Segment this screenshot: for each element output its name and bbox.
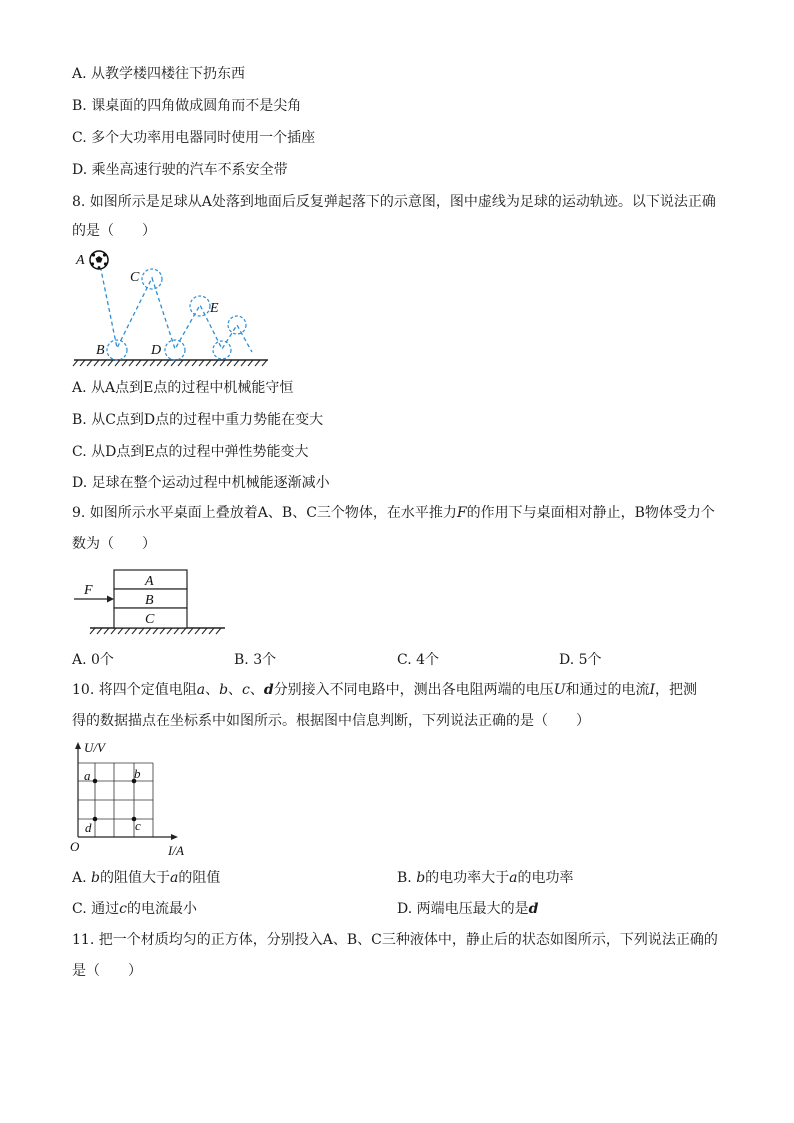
q11-stem-line1: 11. 把一个材质均匀的正方体，分别投入A、B、C三种液体中，静止后的状态如图所示，下列说法正确的 <box>72 932 718 948</box>
q10-point-a <box>93 779 98 784</box>
q7-option-b: B. 课桌面的四角做成圆角而不是尖角 <box>72 98 302 114</box>
q10-xlabel: I/A <box>168 843 184 858</box>
q10-option-c-pre: C. 通过 <box>72 901 120 917</box>
q10-sep: 、 <box>249 682 264 698</box>
q8-label-d: D <box>151 343 162 358</box>
q10-option-c <box>72 899 197 919</box>
q8-stem-line2: 的是（ ） <box>72 223 156 239</box>
q10-label-b: b <box>134 766 141 781</box>
q10-option-a-post: 的阻值 <box>178 870 221 886</box>
q10-option-a-pre: A. <box>72 870 92 886</box>
q9-option-d: D. 5个 <box>559 652 602 668</box>
q10-stem-line1 <box>72 680 697 700</box>
q10-label-a: a <box>84 768 91 783</box>
q8-ball-g <box>228 316 246 334</box>
q10-var-b: b <box>219 682 229 698</box>
q8-label-a: A <box>76 253 85 268</box>
q9-stem-post: 的作用下与桌面相对静止，B物体受力个 <box>466 505 715 521</box>
q9-label-c: C <box>145 612 155 627</box>
q8-ball-d <box>165 340 185 360</box>
q10-stem-pre: 10. 将四个定值电阻 <box>72 682 197 698</box>
q8-trajectory-figure <box>68 248 278 368</box>
q10-option-c-post: 的电流最小 <box>126 901 197 917</box>
q10-var-u: U <box>553 682 566 698</box>
q9-stack-figure <box>70 566 230 636</box>
q10-stem-mid2: 和通过的电流 <box>565 682 650 698</box>
q8-trajectory-path <box>99 260 252 352</box>
q10-option-d-pre: D. 两端电压最大的是 <box>397 901 529 917</box>
q10-stem-line2: 得的数据描点在坐标系中如图所示。根据图中信息判断，下列说法正确的是（ ） <box>72 713 590 729</box>
q9-option-b: B. 3个 <box>234 652 277 668</box>
q10-var-d: d <box>263 682 274 698</box>
q9-label-f: F <box>84 583 93 598</box>
q10-option-d <box>397 899 538 919</box>
q8-option-c: C. 从D点到E点的过程中弹性势能变大 <box>72 444 309 460</box>
q8-label-e: E <box>210 301 219 316</box>
q10-option-b-post: 的电功率 <box>517 870 574 886</box>
q10-stem-post: ，把测 <box>655 682 698 698</box>
q10-ylabel: U/V <box>84 740 105 755</box>
q10-var-c: c <box>242 682 250 698</box>
q10-option-c-var1: c <box>119 901 127 917</box>
q10-label-d: d <box>85 820 92 835</box>
arrow-right-icon <box>171 834 178 840</box>
q9-stem-pre: 9. 如图所示水平桌面上叠放着A、B、C三个物体，在水平推力 <box>72 505 457 521</box>
q10-option-b-mid: 的电功率大于 <box>425 870 510 886</box>
q11-stem-line2: 是（ ） <box>72 963 142 979</box>
q9-stem-line1 <box>72 503 715 523</box>
q8-ball-f <box>213 341 231 359</box>
q10-option-b-var1: b <box>416 870 426 886</box>
q8-stem-line1: 8. 如图所示是足球从A处落到地面后反复弹起落下的示意图，图中虚线为足球的运动轨迹。以下说法正确 <box>72 194 716 210</box>
q9-option-c: C. 4个 <box>397 652 440 668</box>
soccer-ball-icon <box>90 251 108 269</box>
q8-option-d: D. 足球在整个运动过程中机械能逐渐减小 <box>72 475 330 491</box>
q10-origin: O <box>70 839 80 854</box>
q8-option-a: A. 从A点到E点的过程中机械能守恒 <box>72 380 294 396</box>
q10-sep: 、 <box>205 682 220 698</box>
arrow-head-icon <box>107 596 114 603</box>
q10-option-a-mid: 的阻值大于 <box>99 870 170 886</box>
q10-ui-graph <box>70 740 200 860</box>
q10-option-a-var2: a <box>169 870 179 886</box>
q8-label-c: C <box>130 270 140 285</box>
q7-option-d: D. 乘坐高速行驶的汽车不系安全带 <box>72 162 288 178</box>
q10-option-d-var1: d <box>528 901 539 917</box>
q10-option-a <box>72 868 220 888</box>
q10-point-d <box>93 817 98 822</box>
q10-var-a: a <box>196 682 206 698</box>
q9-stem-line2: 数为（ ） <box>72 536 156 552</box>
q10-stem-mid: 分别接入不同电路中，测出各电阻两端的电压 <box>273 682 554 698</box>
q7-option-a: A. 从教学楼四楼往下扔东西 <box>72 66 246 82</box>
q8-option-b: B. 从C点到D点的过程中重力势能在变大 <box>72 412 324 428</box>
q9-option-a: A. 0个 <box>72 652 114 668</box>
q10-sep: 、 <box>228 682 243 698</box>
q10-label-c: c <box>135 818 141 833</box>
q10-var-i: I <box>649 682 656 698</box>
q9-label-a: A <box>145 574 154 589</box>
q9-label-b: B <box>145 593 154 608</box>
arrow-up-icon <box>75 742 81 749</box>
q8-ball-b <box>107 340 127 360</box>
q10-option-b <box>397 868 574 888</box>
q8-label-b: B <box>96 343 105 358</box>
q9-stem-var-f: F <box>456 505 467 521</box>
q10-option-b-pre: B. <box>397 870 417 886</box>
q10-option-b-var2: a <box>509 870 518 886</box>
q10-option-a-var1: b <box>91 870 100 886</box>
q7-option-c: C. 多个大功率用电器同时使用一个插座 <box>72 130 316 146</box>
